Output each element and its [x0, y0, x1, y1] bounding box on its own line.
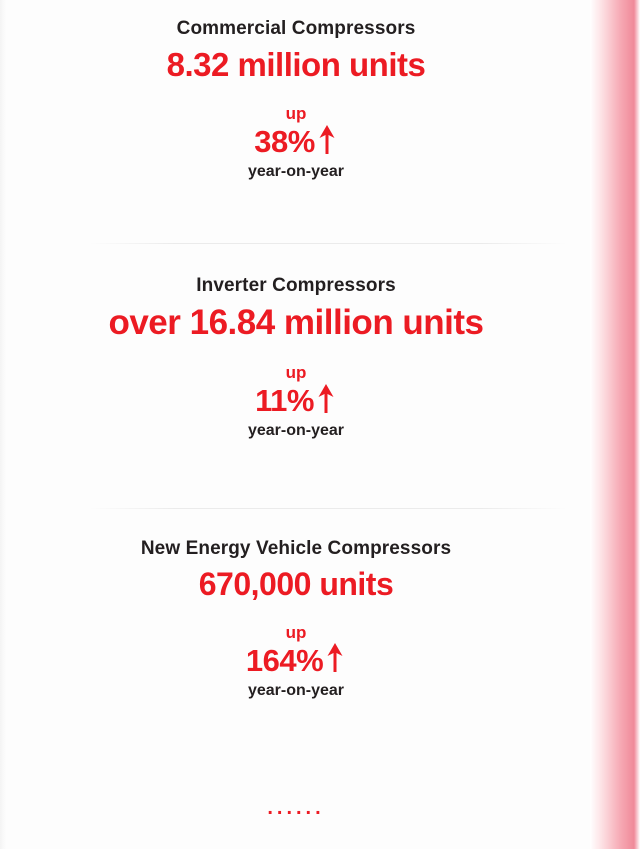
section-divider — [88, 508, 568, 509]
stat-percent-row — [0, 642, 592, 678]
ellipsis-marker: ...... — [267, 797, 325, 819]
stat-percent-value: 11% — [255, 383, 314, 419]
stat-headline-value: 8.32 million units — [166, 45, 426, 83]
stat-period-label: year-on-year — [247, 163, 345, 181]
stat-up-label: up — [285, 104, 307, 124]
stat-category-label: Commercial Compressors — [176, 18, 416, 39]
stat-block-commercial-compressors — [0, 18, 592, 181]
up-arrow-icon — [324, 643, 346, 673]
stat-category-label: New Energy Vehicle Compressors — [140, 538, 452, 559]
stat-category-label: Inverter Compressors — [196, 275, 396, 296]
stat-up-label: up — [285, 363, 307, 383]
stat-percent-row — [0, 383, 592, 419]
up-arrow-icon — [316, 125, 338, 155]
stat-percent-row — [0, 124, 592, 160]
up-arrow-icon — [315, 384, 337, 414]
stat-up-label: up — [285, 622, 307, 642]
right-gradient-stripe — [590, 0, 640, 849]
stat-headline-value: over 16.84 million units — [108, 302, 484, 342]
stat-percent-value: 164% — [245, 642, 324, 678]
stat-block-inverter-compressors — [0, 275, 592, 440]
stat-block-nev-compressors — [0, 538, 592, 700]
stat-period-label: year-on-year — [247, 681, 345, 699]
section-divider — [88, 243, 568, 244]
stat-percent-value: 38% — [254, 124, 315, 160]
stat-period-label: year-on-year — [247, 422, 345, 440]
stat-headline-value: 670,000 units — [198, 565, 394, 602]
